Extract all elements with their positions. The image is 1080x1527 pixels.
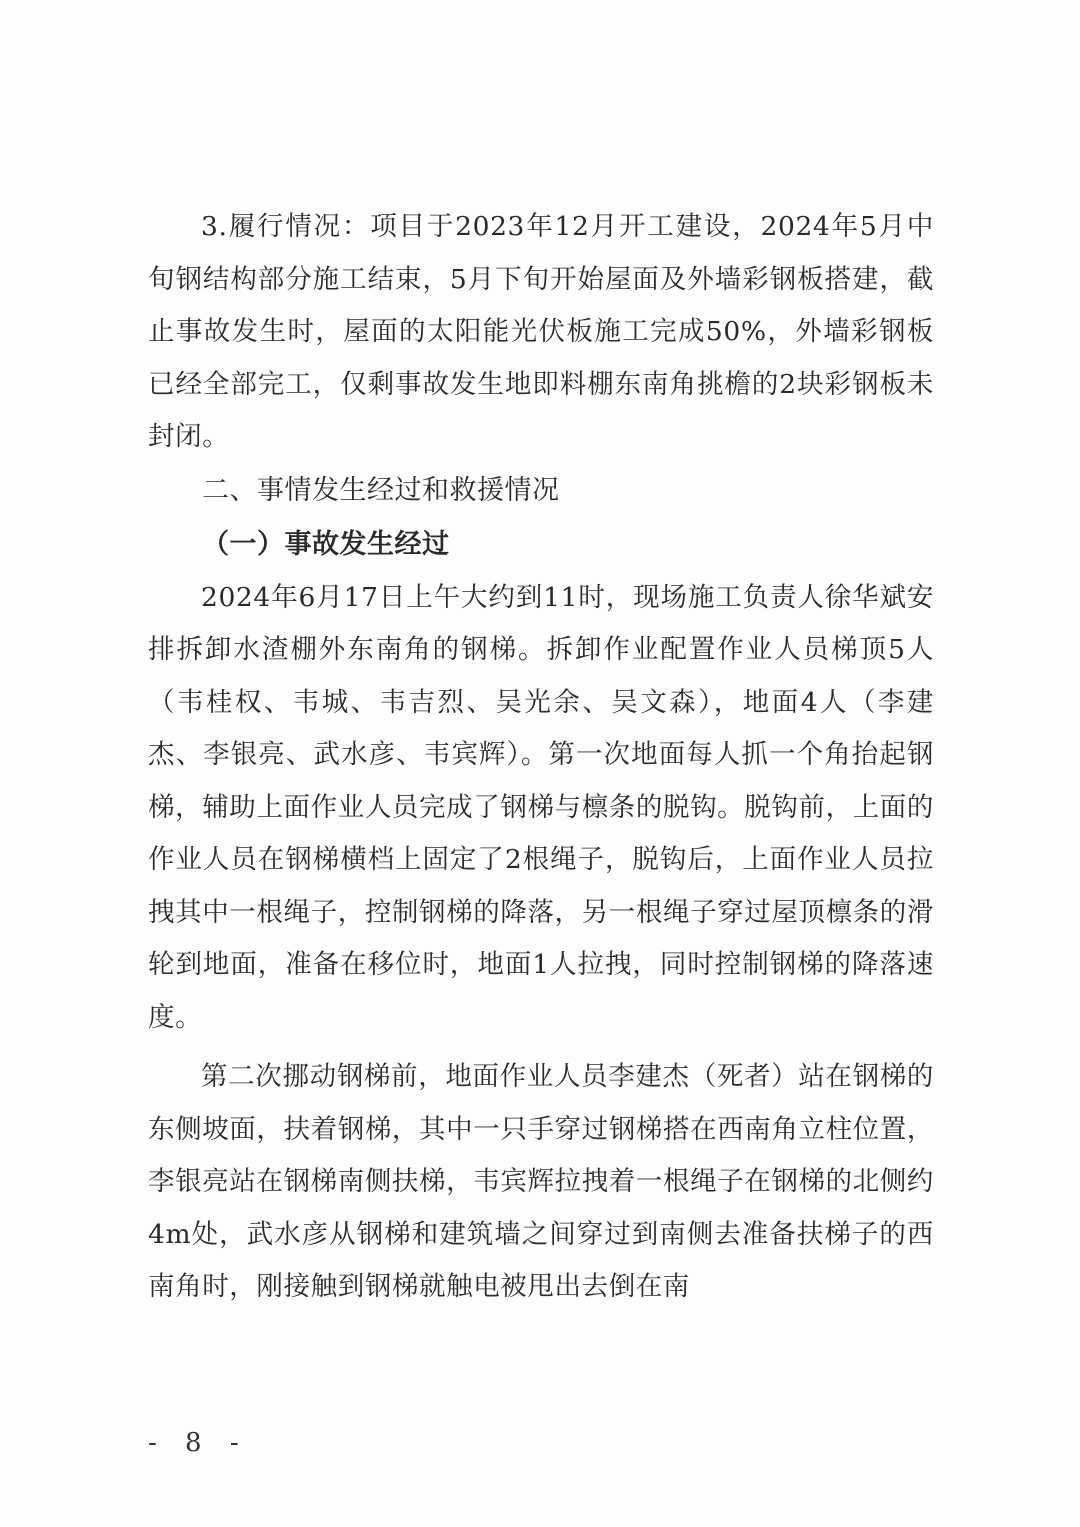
subsection-heading: （一）事故发生经过 [202, 528, 450, 560]
page-number: - 8 - [148, 1428, 249, 1458]
section-heading: 二、事情发生经过和救援情况 [202, 474, 560, 506]
document-body [148, 201, 934, 1314]
paragraph-accident-process: 2024年6月17日上午大约到11时，现场施工负责人徐华斌安排拆卸水渣棚外东南角的钢梯。拆卸作业配置作业人员梯顶5人（韦桂权、韦城、韦吉烈、吴光余、吴文森），地面4人（李建杰、李银亮、武水彦、韦宾辉）。第一次地面每人抓一个角抬起钢梯，辅助上面作业人员完成了钢梯与檩条的脱钩。脱钩前，上面的作业人员在钢梯横档上固定了2根绳子，脱钩后，上面作业人员拉拽其中一根绳子，控制钢梯的降落，另一根绳子穿过屋顶檩条的滑轮到地面，准备在移位时，地面1人拉拽，同时控制钢梯的降落速度。 [148, 581, 934, 1033]
paragraph-second-move: 第二次挪动钢梯前，地面作业人员李建杰（死者）站在钢梯的东侧坡面，扶着钢梯，其中一只手穿过钢梯搭在西南角立柱位置，李银亮站在钢梯南侧扶梯，韦宾辉拉拽着一根绳子在钢梯的北侧约4m处，武水彦从钢梯和建筑墙之间穿过到南侧去准备扶梯子的西南角时，刚接触到钢梯就触电被甩出去倒在南 [148, 1061, 934, 1302]
paragraph-performance: 3.履行情况：项目于2023年12月开工建设，2024年5月中旬钢结构部分施工结束，5月下旬开始屋面及外墙彩钢板搭建，截止事故发生时，屋面的太阳能光伏板施工完成50%，外墙彩钢板已经全部完工，仅剩事故发生地即料棚东南角挑檐的2块彩钢板未封闭。 [148, 211, 934, 452]
